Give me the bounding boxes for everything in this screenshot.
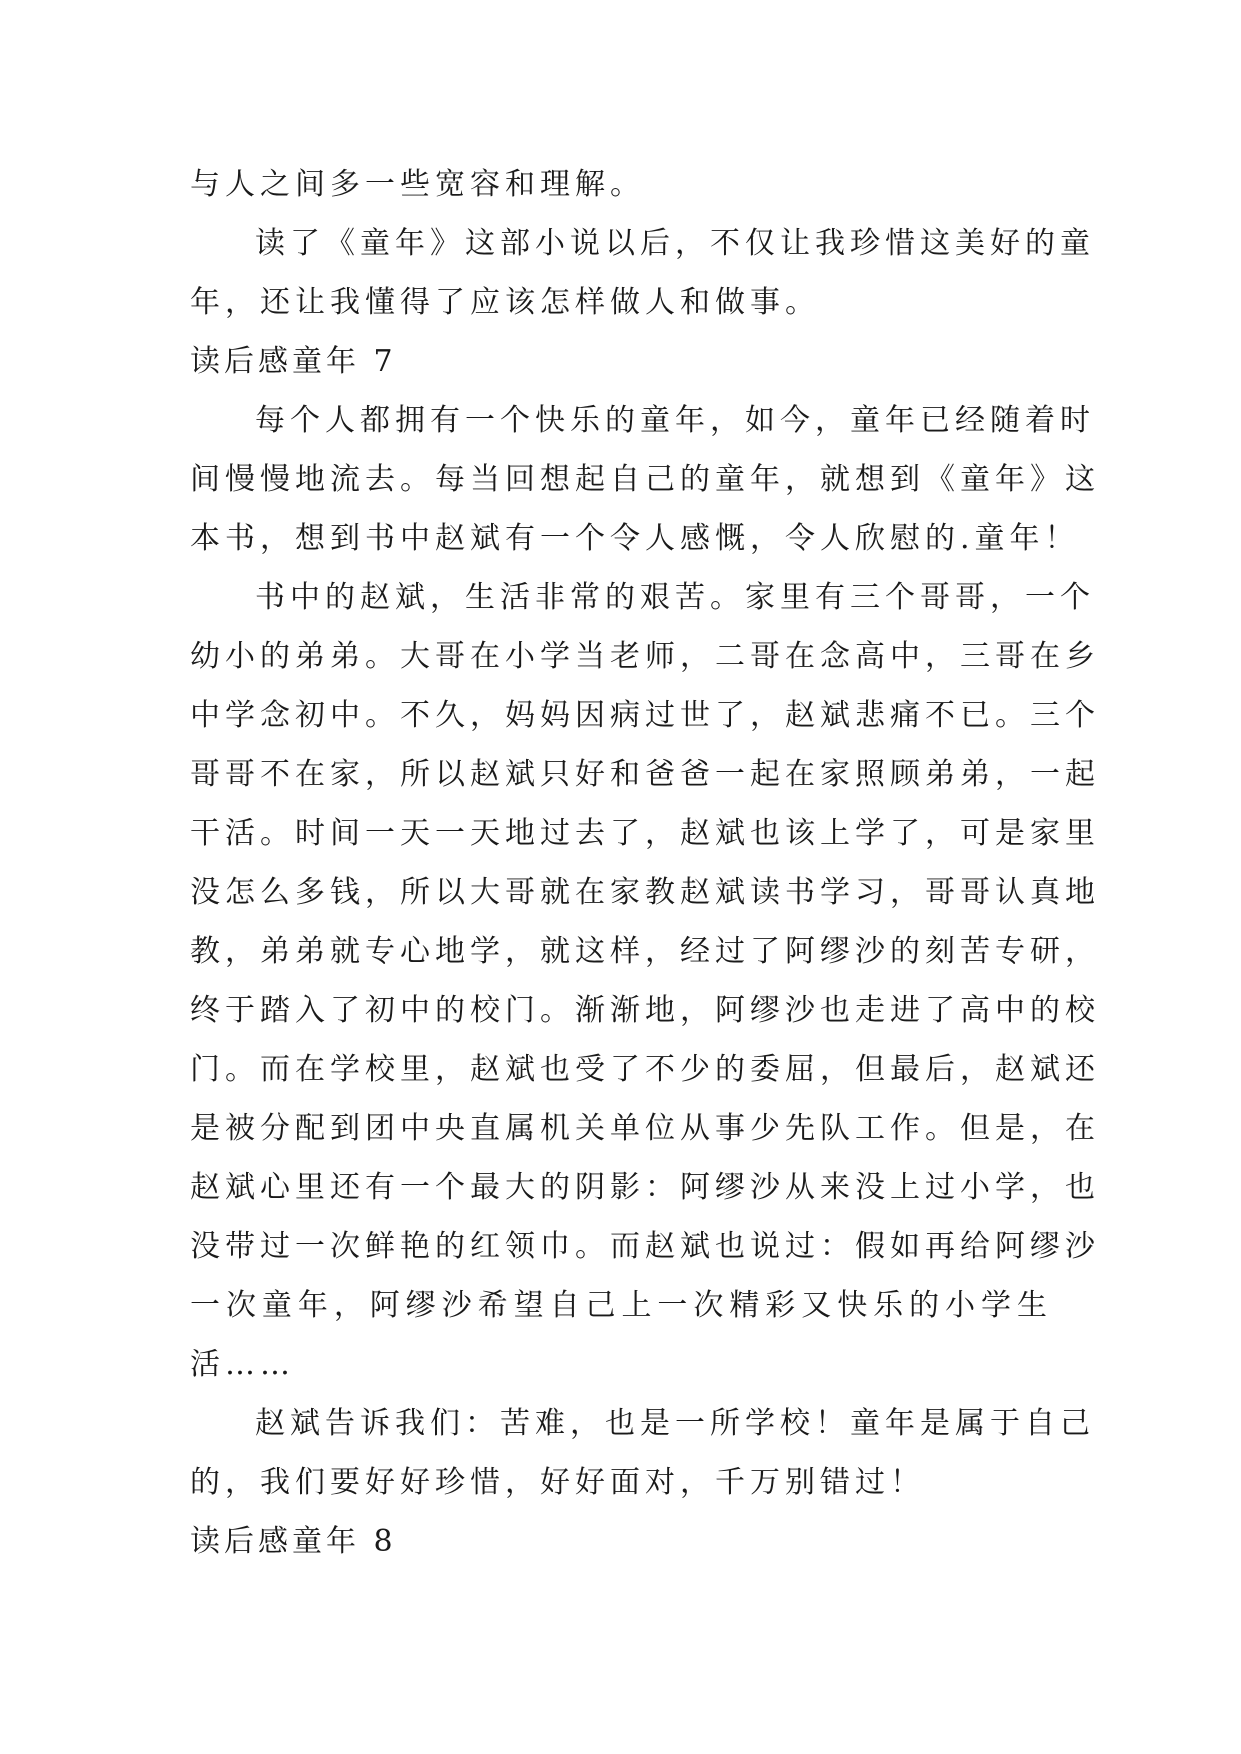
text-line: 教，弟弟就专心地学，就这样，经过了阿缪沙的刻苦专研， xyxy=(190,934,1100,969)
document-page xyxy=(190,155,1100,1571)
text-line: 终于踏入了初中的校门。渐渐地，阿缪沙也走进了高中的校 xyxy=(190,993,1100,1028)
text-line: 中学念初中。不久，妈妈因病过世了，赵斌悲痛不已。三个 xyxy=(190,698,1100,733)
text-line: 间慢慢地流去。每当回想起自己的童年，就想到《童年》这 xyxy=(190,462,1100,497)
text-line: 没怎么多钱，所以大哥就在家教赵斌读书学习，哥哥认真地 xyxy=(190,875,1100,910)
text-line: 书中的赵斌，生活非常的艰苦。家里有三个哥哥，一个 xyxy=(255,580,1095,615)
text-line: 赵斌告诉我们：苦难，也是一所学校！童年是属于自己 xyxy=(255,1406,1095,1441)
text-line: 赵斌心里还有一个最大的阴影：阿缪沙从来没上过小学，也 xyxy=(190,1170,1100,1205)
text-line: 没带过一次鲜艳的红领巾。而赵斌也说过：假如再给阿缪沙 xyxy=(190,1229,1100,1264)
text-line: 的，我们要好好珍惜，好好面对，千万别错过！ xyxy=(190,1465,925,1500)
text-line: 与人之间多一些宽容和理解。 xyxy=(190,167,645,202)
text-line: 本书，想到书中赵斌有一个令人感慨，令人欣慰的.童年！ xyxy=(190,521,1080,556)
section-heading: 读后感童年 7 xyxy=(190,344,397,379)
text-line: 活…… xyxy=(190,1347,295,1382)
text-line: 每个人都拥有一个快乐的童年，如今，童年已经随着时 xyxy=(255,403,1095,438)
text-line: 年，还让我懂得了应该怎样做人和做事。 xyxy=(190,285,820,320)
text-line: 一次童年，阿缪沙希望自己上一次精彩又快乐的小学生 xyxy=(190,1288,1052,1323)
text-line: 读了《童年》这部小说以后，不仅让我珍惜这美好的童 xyxy=(255,226,1095,261)
text-line: 哥哥不在家，所以赵斌只好和爸爸一起在家照顾弟弟，一起 xyxy=(190,757,1100,792)
text-line: 是被分配到团中央直属机关单位从事少先队工作。但是，在 xyxy=(190,1111,1100,1146)
text-line: 门。而在学校里，赵斌也受了不少的委屈，但最后，赵斌还 xyxy=(190,1052,1100,1087)
text-line: 干活。时间一天一天地过去了，赵斌也该上学了，可是家里 xyxy=(190,816,1100,851)
section-heading: 读后感童年 8 xyxy=(190,1524,397,1559)
text-line: 幼小的弟弟。大哥在小学当老师，二哥在念高中，三哥在乡 xyxy=(190,639,1100,674)
